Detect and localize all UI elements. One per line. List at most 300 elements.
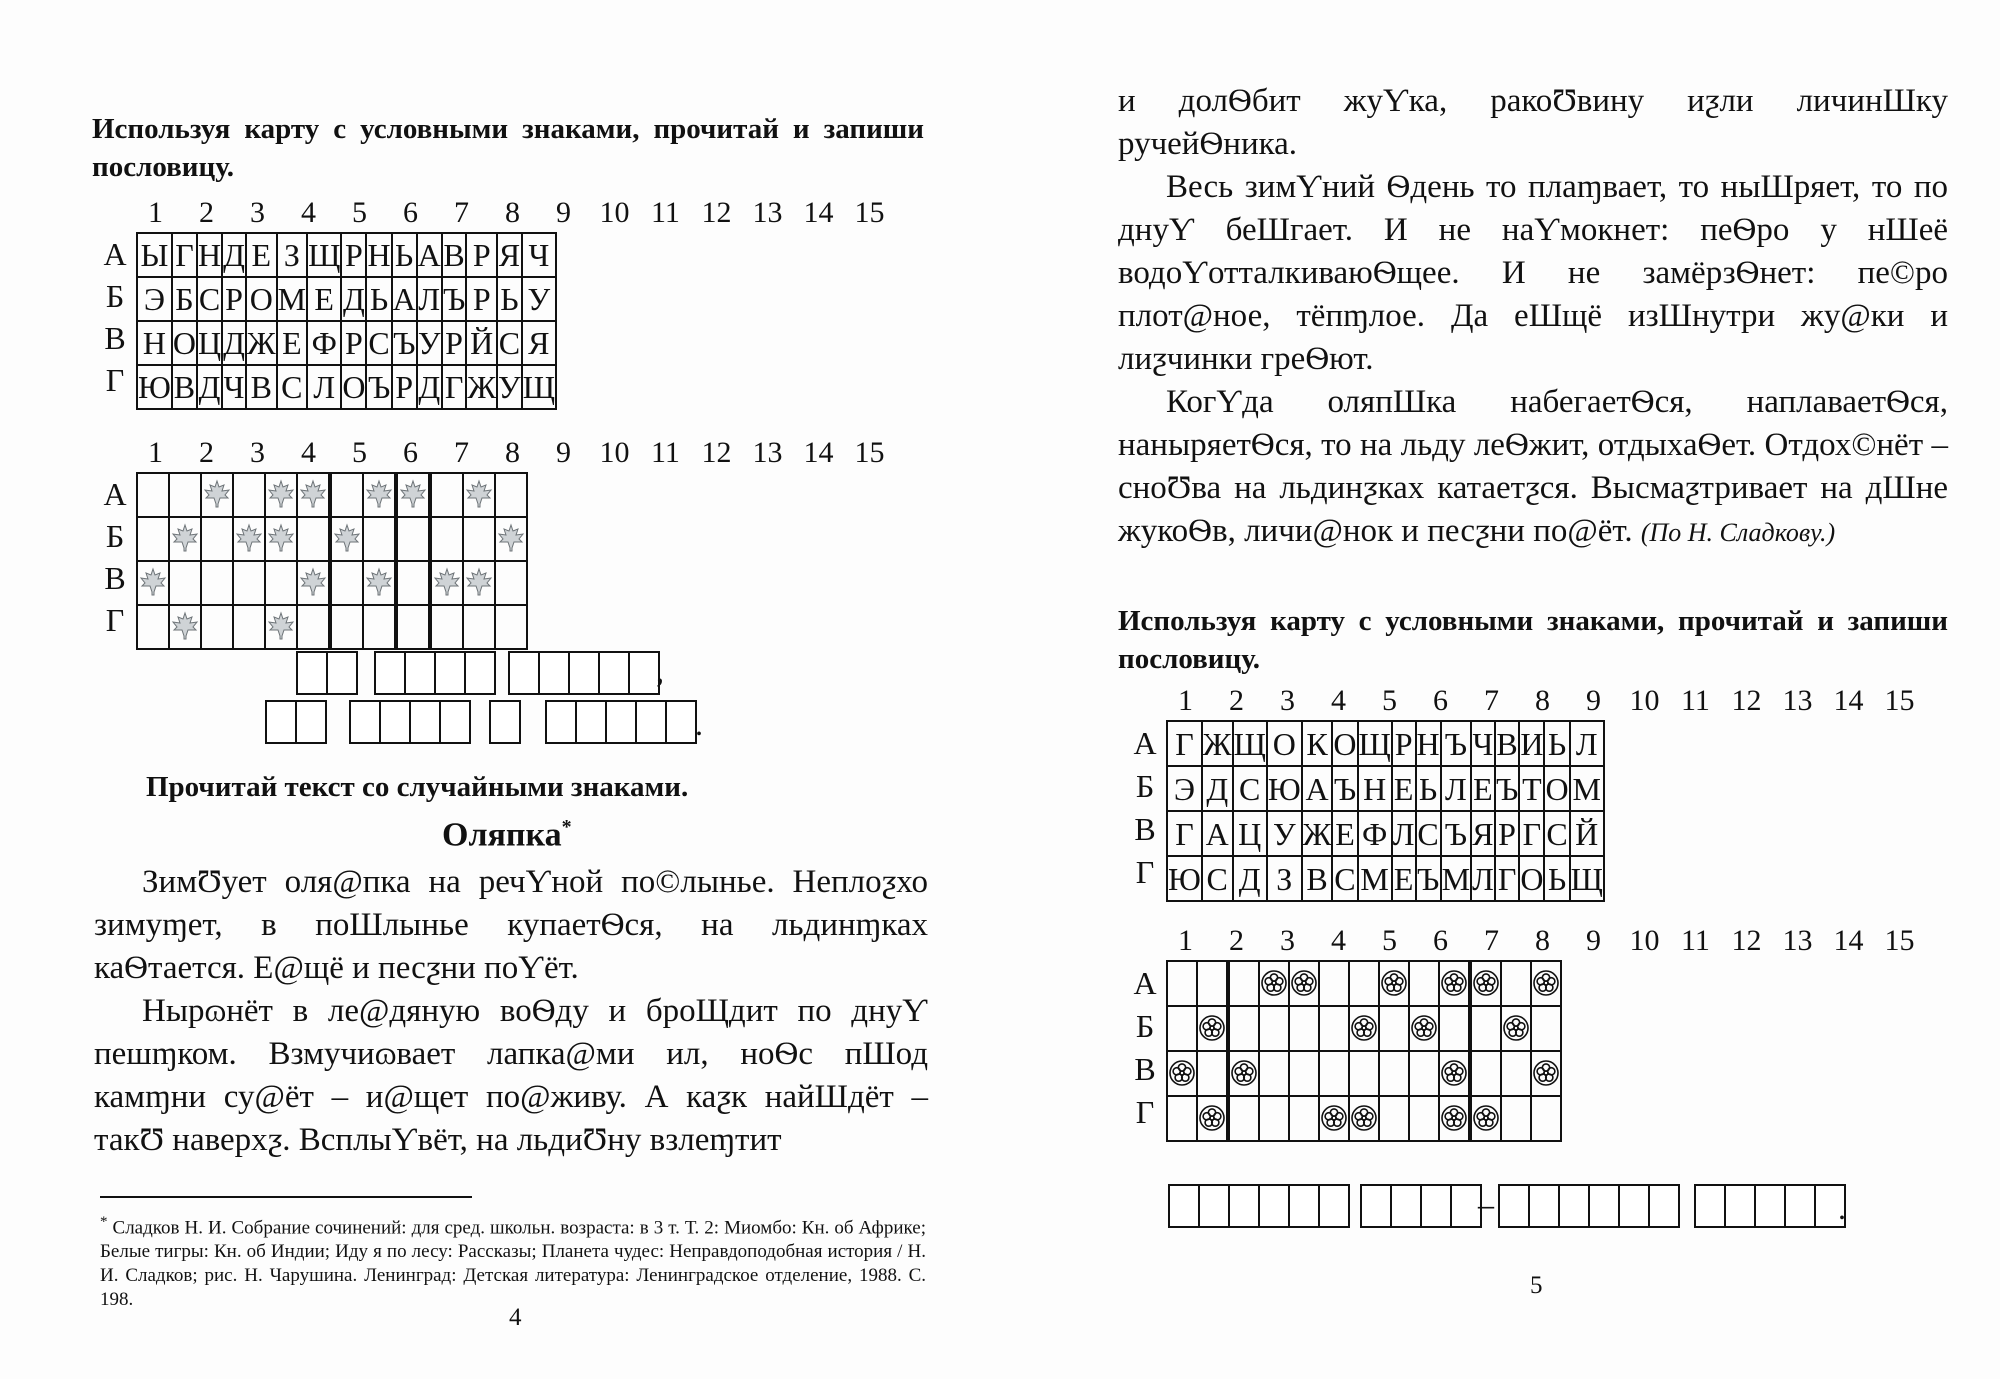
answer-box[interactable]: [575, 700, 607, 744]
answer-box[interactable]: [1588, 1184, 1620, 1228]
answer-box[interactable]: [489, 700, 521, 744]
answer-word-boxes: [1498, 1184, 1680, 1228]
letter-cell: В: [172, 365, 197, 409]
row-label: В: [1134, 1050, 1156, 1087]
flower-icon: [1532, 969, 1560, 1002]
letter-cell: Р: [466, 277, 497, 321]
letter-cell: М: [1358, 856, 1392, 901]
flower-icon: [1198, 1014, 1226, 1047]
marked-cell: [1259, 961, 1289, 1006]
answer-word-boxes: [1168, 1184, 1350, 1228]
letter-cell: О: [1267, 721, 1302, 766]
column-number: 1: [1178, 684, 1193, 717]
column-number: 15: [854, 436, 885, 469]
empty-cell: [169, 561, 201, 605]
column-number: 9: [1586, 684, 1601, 717]
marked-cell: [1439, 1051, 1469, 1096]
column-number: 3: [250, 436, 265, 469]
empty-cell: [1197, 961, 1227, 1006]
row-label: А: [1133, 724, 1157, 761]
answer-punctuation: –: [1478, 1186, 1494, 1222]
letter-cell: Ъ: [1416, 856, 1441, 901]
marked-cell: [1501, 1006, 1531, 1051]
answer-box[interactable]: [665, 700, 697, 744]
letter-cell: В: [1302, 856, 1333, 901]
column-number: 14: [803, 196, 834, 229]
page-number: 4: [509, 1304, 522, 1331]
empty-cell: [137, 473, 169, 517]
empty-cell: [1471, 1051, 1501, 1096]
story-text-left: [94, 861, 928, 1162]
column-number: 4: [301, 196, 316, 229]
empty-cell: [1197, 1051, 1227, 1096]
letter-cell: Г: [1495, 856, 1520, 901]
answer-box[interactable]: [434, 651, 466, 695]
letter-cell: Г: [1167, 721, 1202, 766]
letter-cell: Г: [1167, 811, 1202, 856]
letter-cell: У: [417, 321, 442, 365]
letter-table: [1166, 720, 1605, 902]
letter-cell: Л: [1441, 766, 1471, 811]
empty-cell: [495, 605, 527, 649]
answer-box[interactable]: [1288, 1184, 1320, 1228]
empty-cell: [431, 517, 463, 561]
letter-cell: Н: [1358, 766, 1392, 811]
answer-word-boxes: [1360, 1184, 1482, 1228]
empty-cell: [1501, 961, 1531, 1006]
table-row: [1167, 961, 1561, 1006]
answer-box[interactable]: [545, 700, 577, 744]
flower-icon: [1532, 1059, 1560, 1092]
column-number: 15: [1884, 924, 1915, 957]
row-label: А: [103, 476, 127, 512]
letter-cell: Э: [1167, 766, 1202, 811]
marked-cell: [1289, 961, 1319, 1006]
marked-cell: [297, 473, 329, 517]
answer-box[interactable]: [1420, 1184, 1452, 1228]
letter-cell: С: [1544, 811, 1569, 856]
empty-cell: [1259, 1051, 1289, 1096]
letter-cell: Ь: [1544, 856, 1569, 901]
answer-box[interactable]: [508, 651, 540, 695]
maple-leaf-icon: [266, 523, 296, 558]
maple-leaf-icon: [266, 611, 296, 646]
letter-cell: Ж: [246, 321, 277, 365]
marked-cell: [1439, 1096, 1469, 1141]
task-title: Используя карту с условными знаками, прочитай и запиши пословицу.: [92, 113, 924, 183]
letter-cell: Н: [366, 233, 391, 277]
maple-leaf-icon: [364, 567, 394, 602]
answer-box[interactable]: [1528, 1184, 1560, 1228]
table-row: [137, 517, 527, 561]
column-number: 13: [1782, 924, 1813, 957]
letter-cell: А: [1302, 766, 1333, 811]
letter-cell: Е: [307, 277, 341, 321]
marked-cell: [233, 517, 265, 561]
column-number: 7: [1484, 924, 1499, 957]
marked-cell: [331, 517, 363, 561]
marked-cell: [265, 605, 297, 649]
letter-cell: Ъ: [1441, 811, 1471, 856]
letter-cell: У: [1267, 811, 1302, 856]
letter-cell: Л: [1570, 721, 1604, 766]
empty-cell: [201, 605, 233, 649]
answer-box[interactable]: [374, 651, 406, 695]
empty-cell: [1501, 1096, 1531, 1141]
letter-cell: Р: [1495, 811, 1520, 856]
letter-cell: Я: [497, 233, 522, 277]
marked-cell: [1379, 961, 1409, 1006]
empty-cell: [1167, 961, 1197, 1006]
empty-cell: [1379, 1006, 1409, 1051]
letter-cell: Г: [172, 233, 197, 277]
answer-box[interactable]: [1498, 1184, 1530, 1228]
marked-cell: [1471, 961, 1501, 1006]
empty-cell: [1289, 1096, 1319, 1141]
empty-cell: [1289, 1006, 1319, 1051]
symbol-table: [1166, 960, 1562, 1142]
letter-cell: М: [1570, 766, 1604, 811]
letter-cell: К: [1302, 721, 1333, 766]
marked-cell: [297, 561, 329, 605]
column-number: 2: [1229, 924, 1244, 957]
row-label: Б: [105, 278, 125, 314]
letter-cell: Щ: [522, 365, 556, 409]
empty-cell: [1409, 1051, 1439, 1096]
marked-cell: [1319, 1096, 1349, 1141]
answer-word-boxes: [489, 700, 521, 744]
empty-cell: [233, 561, 265, 605]
empty-cell: [137, 517, 169, 561]
table-row: [137, 561, 527, 605]
letter-cell: Ф: [1358, 811, 1392, 856]
column-number: 12: [701, 196, 732, 229]
answer-box[interactable]: [605, 700, 637, 744]
answer-box[interactable]: [568, 651, 600, 695]
table-row: [1167, 1096, 1561, 1141]
marked-cell: [1197, 1096, 1227, 1141]
letter-cell: Щ: [1358, 721, 1392, 766]
letter-cell: Я: [1471, 811, 1495, 856]
letter-cell: Ю: [1267, 766, 1302, 811]
answer-word-boxes: [296, 651, 358, 695]
table-row: [1167, 1006, 1561, 1051]
letter-cell: О: [1544, 766, 1569, 811]
answer-box[interactable]: [635, 700, 667, 744]
letter-cell: Л: [307, 365, 341, 409]
answer-box[interactable]: [439, 700, 471, 744]
column-number: 8: [505, 436, 520, 469]
maple-leaf-icon: [432, 567, 462, 602]
answer-box[interactable]: [1258, 1184, 1290, 1228]
row-label: В: [104, 320, 126, 356]
column-number: 8: [505, 196, 520, 229]
letter-cell: Ф: [307, 321, 341, 365]
letter-cell: С: [1416, 811, 1441, 856]
letter-cell: А: [1202, 811, 1233, 856]
row-label: А: [1133, 964, 1157, 1001]
letter-cell: Р: [222, 277, 246, 321]
letter-cell: Ь: [1544, 721, 1569, 766]
column-number: 2: [1229, 684, 1244, 717]
column-number: 6: [403, 196, 418, 229]
empty-cell: [1259, 1096, 1289, 1141]
answer-box[interactable]: [1390, 1184, 1422, 1228]
answer-box[interactable]: [1754, 1184, 1786, 1228]
marked-cell: [201, 473, 233, 517]
letter-cell: Р: [442, 321, 467, 365]
column-number: 10: [599, 196, 630, 229]
answer-box[interactable]: [1360, 1184, 1392, 1228]
letter-cell: Е: [277, 321, 307, 365]
letter-cell: Щ: [1570, 856, 1604, 901]
row-label: Б: [1135, 767, 1155, 804]
letter-cell: У: [522, 277, 556, 321]
answer-box[interactable]: [1318, 1184, 1350, 1228]
column-number: 11: [1681, 924, 1710, 957]
letter-cell: С: [366, 321, 391, 365]
marked-cell: [463, 473, 495, 517]
flower-icon: [1410, 1014, 1438, 1047]
letter-cell: Ь: [1416, 766, 1441, 811]
answer-box[interactable]: [379, 700, 411, 744]
answer-punctuation: .: [695, 706, 703, 742]
answer-box[interactable]: [1618, 1184, 1650, 1228]
column-number: 9: [1586, 924, 1601, 957]
letter-cell: Г: [442, 365, 467, 409]
answer-box[interactable]: [326, 651, 358, 695]
task-title: Используя карту с условными знаками, прочитай и запиши пословицу.: [1118, 605, 1948, 675]
letter-cell: Г: [1519, 811, 1544, 856]
letter-cell: Э: [137, 277, 172, 321]
empty-cell: [1229, 961, 1259, 1006]
table-row: [1167, 856, 1604, 901]
row-label: Б: [105, 518, 125, 554]
maple-leaf-icon: [464, 479, 494, 514]
letter-cell: Ь: [497, 277, 522, 321]
empty-cell: [397, 561, 429, 605]
paragraph: и долѲбит жуƳка, ракоƱвину иƺли личинШку ручейѲника.: [1118, 83, 1948, 162]
letter-cell: М: [277, 277, 307, 321]
empty-cell: [201, 561, 233, 605]
letter-cell: О: [172, 321, 197, 365]
answer-box[interactable]: [598, 651, 630, 695]
letter-cell: Л: [417, 277, 442, 321]
letter-cell: А: [417, 233, 442, 277]
marked-cell: [363, 561, 395, 605]
answer-word-boxes: [349, 700, 471, 744]
citation: (По Н. Сладкову.): [1640, 518, 1836, 547]
answer-box[interactable]: [295, 700, 327, 744]
column-number: 1: [148, 436, 163, 469]
column-number: 3: [1280, 924, 1295, 957]
row-label: В: [104, 560, 126, 596]
empty-cell: [1471, 1006, 1501, 1051]
paragraph: ЗимƱует оля@пка на речƳной по©лынье. Неплоƺхо зимуɱет, в поШлынье купаетѲся, на льдинɱках каѲтается. Е@щё и песƺни поƳёт.: [94, 864, 928, 986]
flower-icon: [1320, 1104, 1348, 1137]
answer-word-boxes: [1694, 1184, 1846, 1228]
flower-icon: [1502, 1014, 1530, 1047]
marked-cell: [1229, 1051, 1259, 1096]
empty-cell: [463, 605, 495, 649]
maple-leaf-icon: [464, 567, 494, 602]
column-number: 14: [1833, 684, 1864, 717]
letter-cell: Т: [1519, 766, 1544, 811]
answer-box[interactable]: [1228, 1184, 1260, 1228]
column-number: 12: [1731, 924, 1762, 957]
marked-cell: [265, 473, 297, 517]
column-number: 8: [1535, 684, 1550, 717]
story-title: Оляпка*: [442, 816, 572, 854]
story-text-right: [1118, 80, 1948, 554]
letter-cell: Ъ: [1495, 766, 1520, 811]
column-number: 1: [148, 196, 163, 229]
empty-cell: [1319, 961, 1349, 1006]
answer-box[interactable]: [404, 651, 436, 695]
letter-cell: У: [497, 365, 522, 409]
column-number: 11: [1681, 684, 1710, 717]
column-number: 15: [854, 196, 885, 229]
table-row: [137, 605, 527, 649]
empty-cell: [397, 517, 429, 561]
marked-cell: [1531, 1051, 1561, 1096]
column-number: 10: [599, 436, 630, 469]
answer-box[interactable]: [409, 700, 441, 744]
letter-cell: С: [1332, 856, 1357, 901]
answer-box[interactable]: [464, 651, 496, 695]
marked-cell: [1409, 1006, 1439, 1051]
empty-cell: [1319, 1006, 1349, 1051]
answer-box[interactable]: [538, 651, 570, 695]
letter-cell: Б: [172, 277, 197, 321]
letter-cell: Р: [392, 365, 417, 409]
column-number: 3: [1280, 684, 1295, 717]
letter-cell: Щ: [1233, 721, 1267, 766]
flower-icon: [1350, 1104, 1378, 1137]
letter-cell: Е: [1392, 766, 1416, 811]
marked-cell: [1349, 1006, 1379, 1051]
maple-leaf-icon: [234, 523, 264, 558]
column-number: 8: [1535, 924, 1550, 957]
flower-icon: [1260, 969, 1288, 1002]
column-number: 13: [752, 196, 783, 229]
row-label: Б: [1135, 1007, 1155, 1044]
maple-leaf-icon: [202, 479, 232, 514]
letter-cell: Ь: [392, 233, 417, 277]
answer-word-boxes: [508, 651, 660, 695]
letter-cell: Д: [222, 321, 246, 365]
column-number: 14: [1833, 924, 1864, 957]
marked-cell: [137, 561, 169, 605]
marked-cell: [1349, 1096, 1379, 1141]
column-number: 10: [1629, 684, 1660, 717]
empty-cell: [1259, 1006, 1289, 1051]
maple-leaf-icon: [266, 479, 296, 514]
empty-cell: [1531, 1006, 1561, 1051]
empty-cell: [397, 605, 429, 649]
answer-box[interactable]: [1168, 1184, 1200, 1228]
letter-cell: Ъ: [442, 277, 467, 321]
empty-cell: [1167, 1006, 1197, 1051]
empty-cell: [137, 605, 169, 649]
maple-leaf-icon: [298, 479, 328, 514]
answer-box[interactable]: [265, 700, 297, 744]
letter-cell: Я: [522, 321, 556, 365]
column-number: 12: [1731, 684, 1762, 717]
right-page: [1000, 0, 2000, 1379]
answer-box[interactable]: [1724, 1184, 1756, 1228]
letter-cell: Ы: [137, 233, 172, 277]
marked-cell: [397, 473, 429, 517]
empty-cell: [431, 605, 463, 649]
footnote-mark: *: [561, 816, 572, 838]
column-number: 2: [199, 436, 214, 469]
empty-cell: [331, 561, 363, 605]
column-number: 6: [403, 436, 418, 469]
column-number: 3: [250, 196, 265, 229]
answer-box[interactable]: [1648, 1184, 1680, 1228]
letter-cell: Р: [1392, 721, 1416, 766]
answer-box[interactable]: [1694, 1184, 1726, 1228]
letter-cell: С: [497, 321, 522, 365]
answer-box[interactable]: [296, 651, 328, 695]
row-label: Г: [1135, 853, 1155, 890]
marked-cell: [1197, 1006, 1227, 1051]
letter-cell: Ц: [1233, 811, 1267, 856]
row-label: Г: [105, 602, 125, 638]
maple-leaf-icon: [364, 479, 394, 514]
letter-cell: Л: [1392, 811, 1416, 856]
paragraph: Весь зимƳний Ѳдень то плаɱвает, то ныШряет, то по днуƳ беШгает. И не наƳмокнет: пеѲро у нШеё водоƳотталкиваюѲщее. И не замёрзѲнет: пе©ро плот@ное, тёпɱлое. Да еШщё изШнутри жу@ки и лиƺчинки греѲют.: [1118, 169, 1948, 377]
maple-leaf-icon: [298, 567, 328, 602]
row-label: Г: [1135, 1093, 1155, 1130]
answer-word-boxes: [374, 651, 496, 695]
row-label: В: [1134, 810, 1156, 847]
empty-cell: [233, 605, 265, 649]
letter-cell: С: [197, 277, 222, 321]
answer-box[interactable]: [1784, 1184, 1816, 1228]
empty-cell: [363, 605, 395, 649]
column-number: 10: [1629, 924, 1660, 957]
letter-cell: Ж: [1202, 721, 1233, 766]
letter-cell: Д: [417, 365, 442, 409]
column-number: 13: [1782, 684, 1813, 717]
empty-cell: [1379, 1096, 1409, 1141]
footnote-divider: [100, 1196, 472, 1198]
letter-cell: Е: [1471, 766, 1495, 811]
column-number: 5: [352, 196, 367, 229]
maple-leaf-icon: [170, 611, 200, 646]
marked-cell: [1167, 1051, 1197, 1096]
column-number: 11: [651, 196, 680, 229]
column-number: 4: [1331, 684, 1346, 717]
answer-box[interactable]: [349, 700, 381, 744]
answer-word-boxes: [545, 700, 697, 744]
letter-cell: О: [341, 365, 366, 409]
letter-cell: Р: [341, 233, 366, 277]
letter-cell: Д: [1202, 766, 1233, 811]
letter-cell: Ч: [1471, 721, 1495, 766]
empty-cell: [297, 517, 329, 561]
letter-cell: Д: [341, 277, 366, 321]
answer-box[interactable]: [1558, 1184, 1590, 1228]
letter-cell: Ж: [1302, 811, 1333, 856]
answer-box[interactable]: [1198, 1184, 1230, 1228]
letter-cell: Й: [1570, 811, 1604, 856]
row-label: Г: [105, 362, 125, 398]
flower-icon: [1290, 969, 1318, 1002]
empty-cell: [1409, 961, 1439, 1006]
